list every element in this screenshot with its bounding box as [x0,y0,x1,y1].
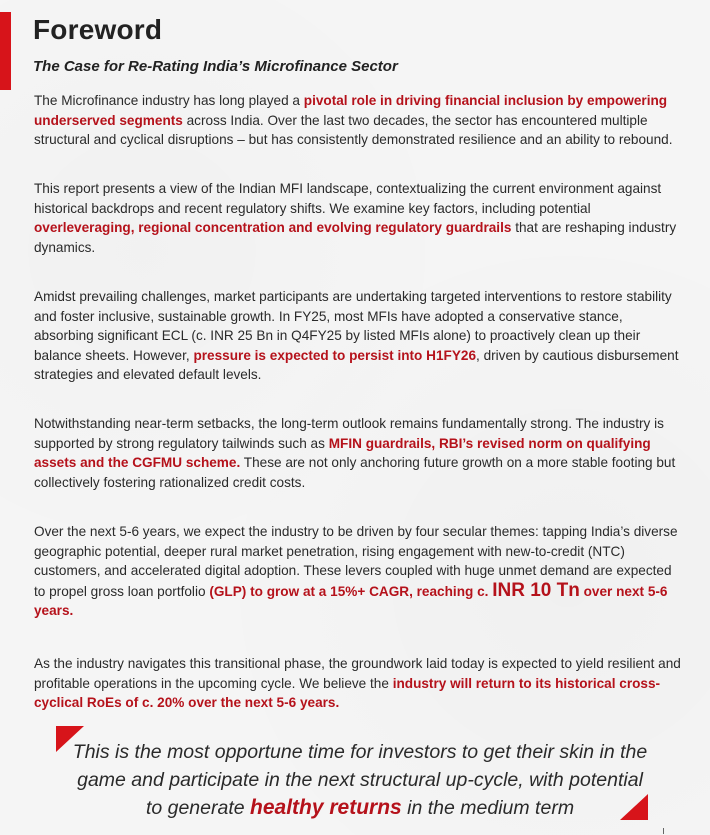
paragraph-highlight-large: INR 10 Tn [492,579,580,601]
paragraph-text: across India. Over the last two decades, the sector has encountered multiple structural and cyclical disruptions – but has consistently demonstrated resilience and an ability to rebound. [34,112,673,148]
paragraph-4 [34,414,684,492]
quote-highlight: healthy returns [250,796,402,819]
paragraph-text: Amidst prevailing challenges, market participants are undertaking targeted interventions to restore stability and foster inclusive, sustainable growth. In FY25, most MFIs have adopted a conservative stance, absorbing significant ECL (c. INR 25 Bn in Q4FY25 by listed MFIs alone) to proactively clean up their balance sheets. However, [34,289,672,363]
paragraph-highlight: pivotal role in driving financial inclusion by empowering underserved segments [34,93,668,128]
paragraph-text: This report presents a view of the Indian MFI landscape, contextualizing the current environment against historical backdrops and recent regulatory shifts. We examine key factors, including potential [34,181,662,216]
paragraph-2 [34,179,684,257]
page-subtitle: The Case for Re-Rating India’s Microfinance Sector [33,58,398,75]
paragraph-text: , driven by cautious disbursement strategies and elevated default levels. [34,347,679,383]
paragraph-highlight: MFIN guardrails, RBI’s revised norm on qualifying assets and the CGFMU scheme. [34,435,651,471]
paragraph-text: These are not only anchoring future growth on a more stable footing but collectively fostering rationalized credit costs. [34,455,676,490]
quote-text: This is the most opportune time for investors to get their skin in the game and participate in the next structural up-cycle, with potential to generate [72,741,648,819]
paragraph-text: Over the next 5-6 years, we expect the industry to be driven by four secular themes: tapping India’s diverse geographic potential, deeper rural market penetration, rising engagement with new-to-credit (NTC) customers, and accelerated digital adoption. These levers coupled with huge unmet demand are expected to propel gross loan portfolio [34,524,678,599]
pull-quote [70,738,650,822]
paragraph-1 [34,91,684,150]
paragraph-highlight: overleveraging, regional concentration and evolving regulatory guardrails [34,220,512,236]
accent-bar [0,12,11,90]
paragraph-text: The Microfinance industry has long played a [34,93,304,108]
paragraph-highlight: (GLP) to grow at a 15%+ CAGR, reaching c. [209,583,493,599]
paragraph-3 [34,287,684,385]
paragraph-highlight: industry will return to its historical cross-cyclical RoEs of c. 20% over the next 5-6 years. [34,675,661,711]
paragraph-highlight: over next 5-6 years. [34,583,668,619]
paragraph-text: As the industry navigates this transitional phase, the groundwork laid today is expected to yield resilient and profitable operations in the upcoming cycle. We believe the [34,656,681,691]
paragraph-text: Notwithstanding near-term setbacks, the long-term outlook remains fundamentally strong. The industry is supported by strong regulatory tailwinds such as [34,416,664,451]
paragraph-text: that are reshaping industry dynamics. [34,220,677,255]
quote-close-corner-icon [620,794,648,820]
page-mark [663,828,664,834]
paragraph-6 [34,654,684,713]
page-title: Foreword [33,14,163,45]
quote-text: in the medium term [401,797,575,819]
paragraph-5 [34,522,684,621]
paragraph-highlight: pressure is expected to persist into H1FY26 [193,347,477,363]
